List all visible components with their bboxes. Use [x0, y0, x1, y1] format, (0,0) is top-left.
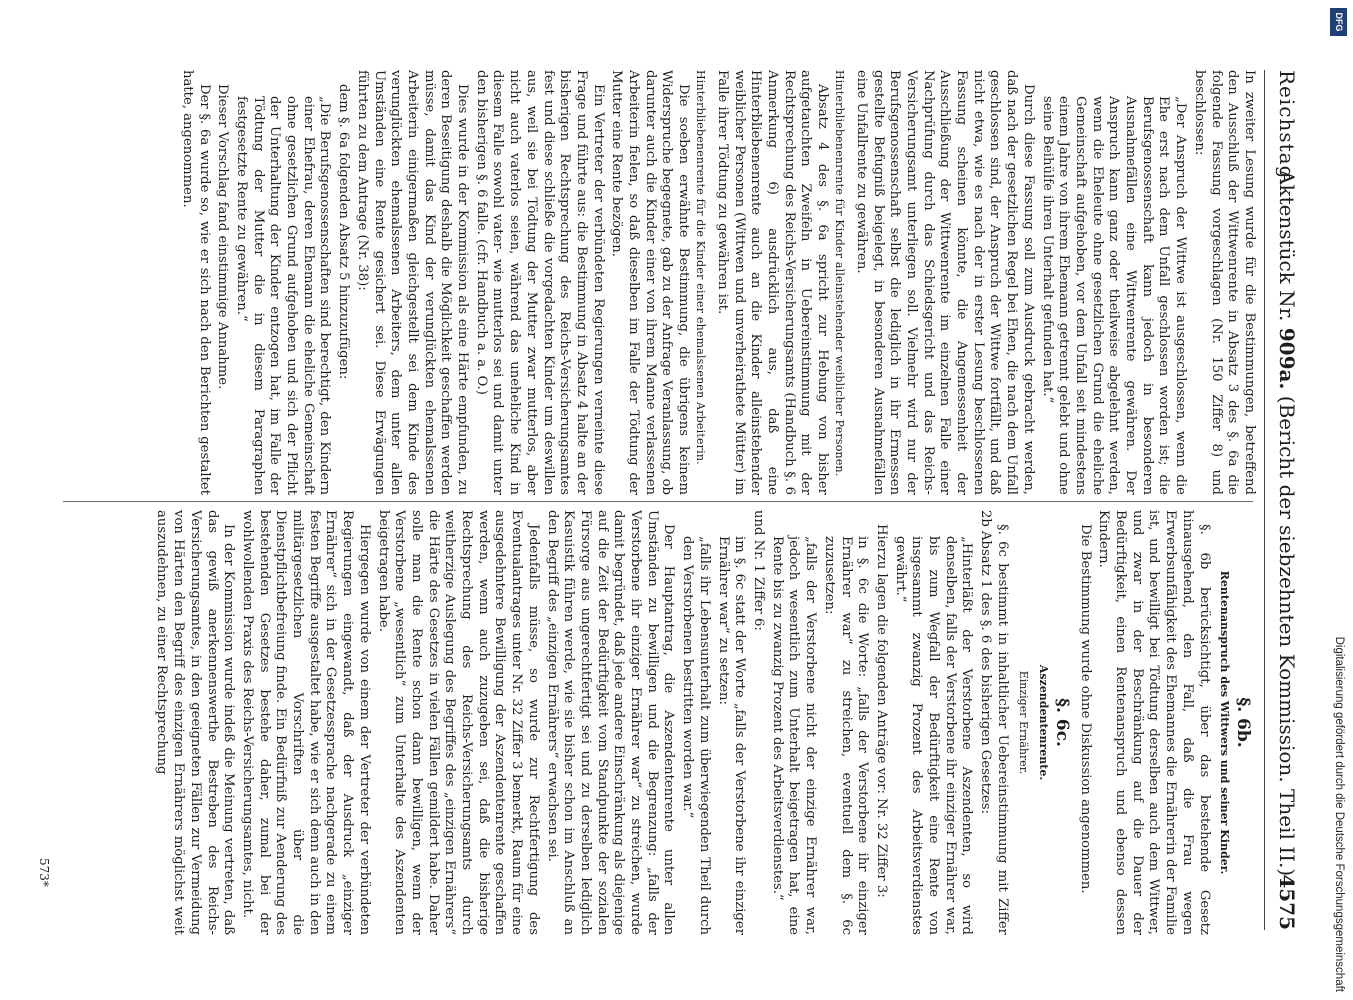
header-page-number: 4575 — [1275, 874, 1299, 930]
left-paragraph: Absatz 4 des §. 6a spricht zur Hebung von bisher aufgetauchten Zweifeln in Uebereinstimmung mit der Rechtsprechung des Reichs-Versicherungsamts (Handbuch §. 6 Anmerkung 6) ausdrücklich aus, daß eine Hinterbliebenenrente auch an die Kinder alleinstehender weiblicher Personen (Wittwen und unverheirathete Mütter) im Falle ihrer Tödtung zu gewähren ist. — [714, 70, 831, 495]
header-reichstag: Reichstag. — [1275, 70, 1299, 187]
right-paragraph: In der Kommission wurde indeß die Meinung vertreten, daß das gewiß anerkennenswerthe Bestreben des Reichs-Versicherungsamtes, in den geeigneten Fällen zur Vermeidung von Härten den Begriff des einzigen Ernährers möglichst weit auszudehnen, zu einer Rechtsprechung — [154, 510, 237, 935]
section-subheading: Aszendentenrente. — [1037, 664, 1051, 781]
dfg-logo-text: DFG — [1334, 12, 1344, 32]
section-subheading: Rentenanspruch des Wittwers und seiner Kinder. — [1218, 570, 1232, 875]
signature-number: 573* — [37, 858, 51, 887]
right-quote: „falls der Verstorbene nicht der einzige Ernährer war, jedoch wesentlich zum Unterhalt beigetragen hat, eine Rente bis zu zwanzig Prozent des Arbeitsverdienstes.“ — [769, 536, 819, 935]
left-paragraph: dem §. 6a folgenden Absatz 5 hinzuzufügen: — [336, 84, 352, 380]
page-header — [1264, 70, 1305, 930]
header-label: Aktenstück Nr. — [1275, 170, 1299, 322]
right-paragraph: und Nr. 1 Ziffer 6: — [751, 510, 767, 631]
section-heading: §. 6b. — [1233, 697, 1253, 748]
left-paragraph: Durch diese Fassung soll zum Ausdruck gebracht werden, daß nach der gesetzlichen Regel bei Ehen, die nach dem Unfall geschlossen sind, der Anspruch der Wittwe fortfällt, und daß nicht etwa, wie es nach der in erster Lesung beschlossenen Fassung scheinen könnte, die Angemessenheit der Ausschließung der Wittwenrente im einzelnen Falle einer Nachprüfung durch das Schiedsgericht und das Reichs-Versicherungsamt unterliegen soll. Vielmehr wird nur der Berufsgenossenschaft selbst die lediglich in ihr Ermessen gestellte Befugniß beigelegt, in besonderen Ausnahmefällen eine Unfallrente zu gewähren. — [853, 70, 1036, 495]
left-quote: „Die Berufsgenossenschaften sind berechtigt, den Kindern einer Ehefrau, deren Ehemann die eheliche Gemeinschaft ohne gesetzlichen Grund aufgehoben und sich der Pflicht der Unterhaltung der Kinder entzogen hat, im Falle der Tödtung der Mutter die in diesem Paragraphen festgesetzte Rente zu gewähren.“ — [233, 96, 333, 495]
right-paragraph: Hiergegen wurde von einem der Vertreter der verbündeten Regierungen eingewandt, daß der Ausdruck „einziger Ernährer“ sich in der Gesetzessprache nachgerade zu einem festen Begriffe ausgestaltet habe, wie er sich denn auch in den militärgesetzlichen Vorschriften über die Dienstpflichtbefreiung finde. Ein Bedürfniß zur Aenderung des bestehenden Gesetzes bestehe daher, zumal bei der wohlwollenden Praxis des Reichs-Versicherungsamtes, nicht. — [239, 510, 372, 935]
right-paragraph: §. 6b berücksichtigt, über das bestehende Gesetz hinausgehend, den Fall, daß die Frau wegen Erwerbsunfähigkeit des Ehemannes die Ernährerin der Familie ist, und bewilligt bei Tödtung derselben auch dem Wittwer, und zwar in der Beschränkung auf die Dauer der Bedürftigkeit, einen Rentenanspruch und ebenso dessen Kindern. — [1096, 510, 1212, 935]
right-quote: im §. 6c statt der Worte „falls der Verstorbene ihr einziger Ernährer war“ zu setzen: — [715, 536, 748, 935]
header-doc-number: 909a. — [1275, 327, 1299, 390]
left-paragraph: Die soeben erwähnte Bestimmung, die übrigens keinem Widerspruche begegnete, gab zu der Anfrage Veranlassung, ob darunter auch die Kinder einer von ihrem Manne verlassenen Arbeiterin fielen, so daß dieselben im Falle der Tödtung der Mutter eine Rente bezögen. — [609, 70, 692, 495]
header-title — [1275, 170, 1299, 876]
left-quote: „Der Anspruch der Wittwe ist ausgeschlossen, wenn die Ehe erst nach dem Unfall geschlossen worden ist; die Berufsgenossenschaft kann jedoch in besonderen Ausnahmefällen eine Wittwenrente gewähren. Der Anspruch kann ganz oder theilweise abgelehnt werden, wenn die Eheleute ohne gesetzlichen Grund die eheliche Gemeinschaft aufgehoben, vor dem Unfall seit mindestens einem Jahre von ihrem Ehemann getrennt gelebt und ohne seine Beihülfe ihren Unterhalt gefunden hat.“ — [1039, 96, 1189, 495]
left-paragraph: Der §. 6a wurde so, wie er sich nach den Berichten gestaltet hatte, angenommen. — [179, 70, 212, 495]
left-paragraph: Dieser Vorschlag fand einstimmige Annahme. — [215, 84, 231, 390]
left-margin-heading: Hinterbliebenenrente für Kinder alleinstehender weiblicher Personen. — [833, 70, 847, 477]
right-paragraph: Die Bestimmung wurde ohne Diskussion angenommen. — [1077, 524, 1093, 894]
column-divider — [63, 501, 1253, 502]
right-quote: „falls ihr Lebensunterhalt zum überwiegenden Theil durch den Verstorbenen bestritten worden war.“ — [680, 536, 712, 935]
right-paragraph: Jedenfalls müsse, so wurde zur Rechtfertigung des Eventualantrages unter Nr. 32 Ziffer 3 bemerkt, Raum für eine ausgedehntere Bewilligung der Aszendentenrente geschaffen werden, wenn auch zuzugeben sei, daß die bisherige Rechtsprechung des Reichs-Versicherungsamts durch weitherzige Auslegung des Begriffes des „einzigen Ernährers“ die Härte des Gesetzes in vielen Fällen gemildert habe. Daher solle man die Rente schon dann bewilligen, wenn der Verstorbene „wesentlich“ zum Unterhalte des Aszendenten beigetragen habe. — [375, 510, 541, 935]
header-subtitle: (Bericht der siebzehnten Kommission. Theil II.) — [1275, 395, 1299, 877]
section-subheading-minor: Einziger Ernährer. — [1016, 670, 1030, 775]
left-paragraph: Dies wurde in der Kommission als eine Härte empfunden, zu deren Beseitigung deshalb die Möglichkeit geschaffen werden müsse, damit das Kind der verunglückten ehemalssenen Arbeiterin einigermaßen gleichgestellt sei dem Kinde des verunglückten ehemalssenen Arbeiters, dem unter allen Umständen eine Rente gesichert sei. Diese Erwägungen führten zu dem Antrage (Nr. 38): — [354, 70, 471, 495]
right-quote: „Hinterläßt der Verstorbene Aszendenten, so wird denselben, falls der Verstorbene ihr einziger Ernährer war, bis zum Wegfall der Bedürftigkeit eine Rente von insgesammt zwanzig Prozent des Arbeitsverdienstes gewährt.“ — [892, 536, 975, 935]
right-quote: in §. 6c die Worte: „falls der Verstorbene ihr einziger Ernährer war“ zu streichen, eventuell dem §. 6c zuzusetzen: — [821, 536, 871, 935]
digitization-strip — [1327, 0, 1351, 1000]
left-column — [57, 70, 1257, 495]
left-margin-heading: Hinterbliebenenrente für die Kinder einer ehemalssenen Arbeiterin. — [694, 70, 708, 465]
left-paragraph: Ein Vertreter der verbündeten Regierungen verneinte diese Frage und führte aus: die Bestimmung in Absatz 4 halte an der bisherigen Rechtsprechung des Reichs-Versicherungsamtes fest und diese schließe die vorgedachten Kinder um deswillen aus, weil sie bei Tödtung der Mutter zwar mutterlos, aber nicht auch vaterlos seien, während das uneheliche Kind in diesem Falle sowohl vater- wie mutterlos sei und damit unter den bisherigen §. 6 falle. (cfr. Handbuch a. a. O.) — [473, 70, 606, 495]
section-heading: §. 6c. — [1051, 698, 1072, 747]
right-paragraph: Der Hauptantrag, die Aszendentenrente unter allen Umständen zu bewilligen und die Begrenzung: „falls der Verstorbene ihr einziger Ernährer war“ zu streichen, wurde damit begründet, daß jede andere Einschränkung als diejenige auf die Zeit der Bedürftigkeit vom Standpunkte der sozialen Fürsorge aus ungerechtfertigt sei und zu derselben lediglich Kasuistik führen werde, wie sie bisher schon im Anschluß an den Begriff des „einzigen Ernährers“ erwachsen sei. — [544, 510, 677, 935]
right-column — [57, 510, 1257, 935]
right-paragraph: §. 6c bestimmt in inhaltlicher Uebereinstimmung mit Ziffer 2b Absatz 1 des §. 6 des bisherigen Gesetzes: — [978, 510, 1010, 935]
right-paragraph: Hierzu lagen die folgenden Anträge vor: Nr. 32 Ziffer 3: — [873, 524, 889, 898]
digitization-note: Digitalisierung gefördert durch die Deutsche Forschungsgemeinschaft — [1333, 636, 1345, 992]
left-paragraph: In zweiter Lesung wurde für die Bestimmungen, betreffend den Ausschluß der Wittwenrente in Absatz 3 des §. 6a die folgende Fassung vorgeschlagen (Nr. 150 Ziffer 8) und beschlossen: — [1191, 70, 1257, 495]
